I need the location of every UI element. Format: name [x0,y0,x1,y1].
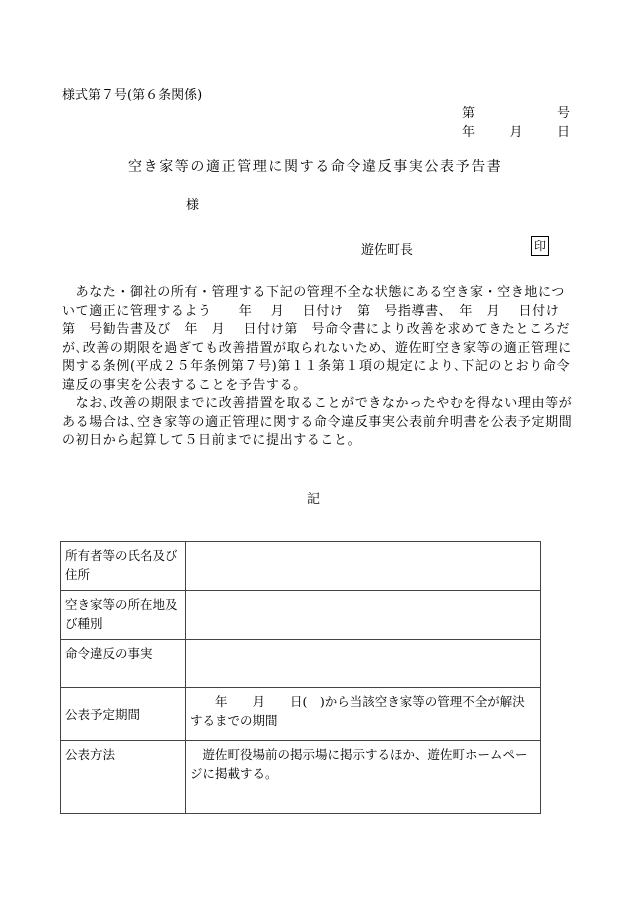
date-line [462,121,570,140]
document-number-line [462,102,570,121]
row-label-violation: 命令違反の事実 [61,640,186,688]
table-row [61,640,541,688]
notice-paragraph-2: なお､改善の期限までに改善措置を取ることができなかったやむを得ない理由等がある場合は､空き家等の適正管理に関する命令違反事実公表前弁明書を公表予定期間の初日から起算して５日前までに提出すること。 [62,396,573,448]
row-label-method: 公表方法 [61,741,186,814]
row-label-period: 公表予定期間 [61,688,186,741]
table-row [61,688,541,741]
date-year: 年 [462,125,476,140]
row-label-owner: 所有者等の氏名及び住所 [61,542,186,591]
table-row [61,591,541,640]
row-value-owner [186,542,541,591]
row-label-location: 空き家等の所在地及び種別 [61,591,186,640]
row-value-period: 年 月 日( )から当該空き家等の管理不全が解決するまでの期間 [186,688,541,741]
number-suffix: 号 [556,106,570,121]
document-title: 空き家等の適正管理に関する命令違反事実公表予告書 [128,159,503,175]
notice-body [62,284,574,451]
row-value-location [186,591,541,640]
row-value-method: 遊佐町役場前の掲示場に掲示するほか、遊佐町ホームページに掲載する。 [186,741,541,814]
details-table [60,541,541,814]
ki-heading: 記 [307,492,321,507]
date-month: 月 [509,125,523,140]
form-number: 様式第７号(第６条関係) [62,88,203,103]
date-day: 日 [556,125,570,140]
notice-paragraph-1: あなた・御社の所有・管理する下記の管理不全な状態にある空き家・空き地について適正に管理するよう 年 月 日付け 第 号指導書、 年 月 日付け 第 号勧告書及び 年 月 日付け第 号命令書により改善を求めてきたところだが､改善の期限を過ぎても改善措置が取られないため、遊佐町空き家等の適正管理に関する条例(平成２５年条例第７号)第１１条第１項の規定により､下記のとおり命令違反の事実を公表することを予告する。 [62,285,573,393]
issuer-title: 遊佐町長 [361,243,414,258]
table-row [61,741,541,814]
seal-mark: 印 [531,236,549,256]
addressee-suffix: 様 [186,198,200,213]
row-value-violation [186,640,541,688]
table-row [61,542,541,591]
number-prefix: 第 [462,106,476,121]
